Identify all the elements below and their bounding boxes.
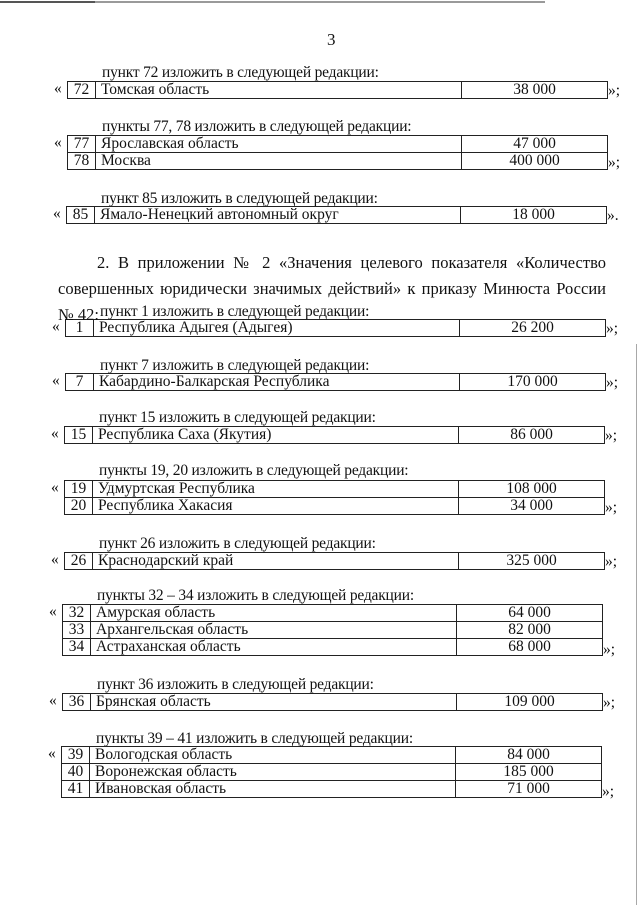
closing-quote: »; <box>605 553 618 570</box>
target-value: 400 000 <box>462 153 608 170</box>
amendment-table <box>64 552 605 570</box>
table-row <box>62 747 602 764</box>
opening-quote: « <box>49 603 57 620</box>
amendment-table <box>65 373 606 391</box>
row-number: 15 <box>65 427 93 444</box>
amendment-table <box>62 604 603 656</box>
table-row <box>63 694 603 711</box>
table-row <box>62 764 602 781</box>
region-name: Республика Хакасия <box>93 498 459 515</box>
target-value: 47 000 <box>462 136 608 153</box>
amendment-table <box>64 426 605 444</box>
table-row <box>67 207 607 224</box>
target-value: 26 200 <box>460 320 606 337</box>
region-name: Астраханская область <box>91 639 457 656</box>
amendment-table <box>66 206 607 224</box>
target-value: 18 000 <box>461 207 607 224</box>
table-row <box>68 136 608 153</box>
row-number: 19 <box>65 481 93 498</box>
region-name: Республика Саха (Якутия) <box>93 427 459 444</box>
target-value: 108 000 <box>459 481 605 498</box>
target-value: 34 000 <box>459 498 605 515</box>
region-name: Томская область <box>96 82 462 99</box>
closing-quote: »; <box>608 82 621 99</box>
row-number: 78 <box>68 153 96 170</box>
amendment-intro: пункт 1 изложить в следующей редакции: <box>100 303 370 320</box>
region-name: Москва <box>96 153 462 170</box>
row-number: 39 <box>62 747 90 764</box>
region-name: Ямало-Ненецкий автономный округ <box>95 207 461 224</box>
table-row <box>65 553 605 570</box>
target-value: 325 000 <box>459 553 605 570</box>
target-value: 68 000 <box>457 639 603 656</box>
region-name: Архангельская область <box>91 622 457 639</box>
target-value: 38 000 <box>462 82 608 99</box>
region-name: Кабардино-Балкарская Республика <box>94 374 460 391</box>
opening-quote: « <box>52 372 60 389</box>
region-name: Брянская область <box>91 694 457 711</box>
region-name: Ивановская область <box>90 781 456 798</box>
target-value: 64 000 <box>457 605 603 622</box>
closing-quote: »; <box>603 694 616 711</box>
table-row <box>65 481 605 498</box>
table-row <box>62 781 602 798</box>
row-number: 26 <box>65 553 93 570</box>
target-value: 170 000 <box>460 374 606 391</box>
opening-quote: « <box>51 551 59 568</box>
closing-quote: »; <box>603 641 616 658</box>
amendment-table <box>64 480 605 515</box>
amendment-intro: пункт 72 изложить в следующей редакции: <box>102 64 379 81</box>
closing-quote: »; <box>605 427 618 444</box>
opening-quote: « <box>53 205 61 222</box>
amendment-intro: пункт 15 изложить в следующей редакции: <box>99 409 376 426</box>
scan-right-edge <box>636 344 637 905</box>
closing-quote: »; <box>602 783 615 800</box>
amendment-intro: пункты 19, 20 изложить в следующей редакции: <box>99 462 409 479</box>
paragraph-line-1: 2. В приложении № 2 «Значения целевого показателя «Количество <box>97 253 606 272</box>
region-name: Республика Адыгея (Адыгея) <box>94 320 460 337</box>
row-number: 7 <box>66 374 94 391</box>
amendment-intro: пункты 32 – 34 изложить в следующей редакции: <box>97 587 414 604</box>
opening-quote: « <box>54 134 62 151</box>
row-number: 72 <box>68 82 96 99</box>
amendment-intro: пункты 39 – 41 изложить в следующей редакции: <box>96 730 413 747</box>
amendment-table <box>61 746 602 798</box>
opening-quote: « <box>52 318 60 335</box>
region-name: Удмуртская Республика <box>93 481 459 498</box>
target-value: 84 000 <box>456 747 602 764</box>
row-number: 33 <box>63 622 91 639</box>
table-row <box>66 374 606 391</box>
row-number: 20 <box>65 498 93 515</box>
scan-top-rule-dark <box>0 1 95 3</box>
table-row <box>63 605 603 622</box>
closing-quote: ». <box>607 207 619 224</box>
amendment-table <box>67 81 608 99</box>
closing-quote: »; <box>606 374 619 391</box>
row-number: 40 <box>62 764 90 781</box>
amendment-intro: пункт 36 изложить в следующей редакции: <box>97 676 374 693</box>
opening-quote: « <box>48 745 56 762</box>
amendment-table <box>67 135 608 170</box>
row-number: 32 <box>63 605 91 622</box>
amendment-intro: пункт 26 изложить в следующей редакции: <box>99 535 376 552</box>
target-value: 86 000 <box>459 427 605 444</box>
closing-quote: »; <box>605 499 618 516</box>
region-name: Воронежская область <box>90 764 456 781</box>
opening-quote: « <box>49 692 57 709</box>
amendment-table <box>62 693 603 711</box>
row-number: 34 <box>63 639 91 656</box>
table-row <box>65 427 605 444</box>
row-number: 41 <box>62 781 90 798</box>
table-row <box>63 622 603 639</box>
opening-quote: « <box>51 425 59 442</box>
opening-quote: « <box>51 479 59 496</box>
target-value: 82 000 <box>457 622 603 639</box>
table-row <box>68 153 608 170</box>
target-value: 109 000 <box>457 694 603 711</box>
paragraph-line-2: совершенных юридически значимых действий» к приказу Минюста России № 42: <box>58 279 606 324</box>
region-name: Краснодарский край <box>93 553 459 570</box>
table-row <box>65 498 605 515</box>
page-number: 3 <box>327 30 336 49</box>
region-name: Ярославская область <box>96 136 462 153</box>
row-number: 1 <box>66 320 94 337</box>
target-value: 185 000 <box>456 764 602 781</box>
closing-quote: »; <box>606 320 619 337</box>
row-number: 85 <box>67 207 95 224</box>
amendment-intro: пункт 85 изложить в следующей редакции: <box>101 190 378 207</box>
amendment-intro: пункты 77, 78 изложить в следующей редакции: <box>102 118 412 135</box>
region-name: Амурская область <box>91 605 457 622</box>
paragraph-item-2 <box>58 250 606 328</box>
table-row <box>63 639 603 656</box>
opening-quote: « <box>54 80 62 97</box>
row-number: 77 <box>68 136 96 153</box>
closing-quote: »; <box>608 154 621 171</box>
table-row <box>68 82 608 99</box>
target-value: 71 000 <box>456 781 602 798</box>
row-number: 36 <box>63 694 91 711</box>
amendment-intro: пункт 7 изложить в следующей редакции: <box>100 357 370 374</box>
region-name: Вологодская область <box>90 747 456 764</box>
